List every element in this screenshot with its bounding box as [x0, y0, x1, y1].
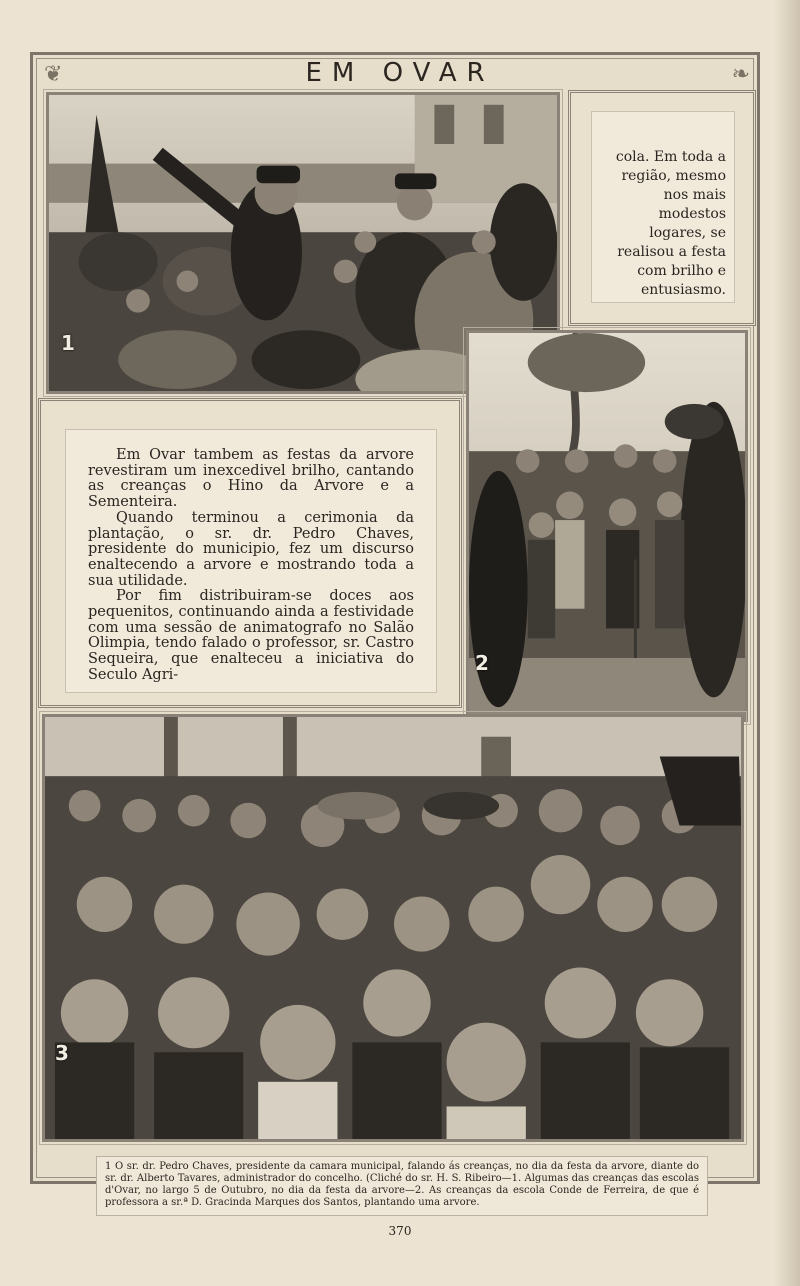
main-text-panel	[38, 398, 462, 708]
caption-box	[96, 1156, 708, 1216]
main-text-paragraph-2: Quando terminou a cerimonia da plantação, o sr. dr. Pedro Chaves, presidente do municipio, fez um discurso enaltecendo a arvore e mostrando toda a sua utilidade.	[88, 509, 414, 589]
left-ornament-icon: ❦	[44, 62, 63, 87]
photo-children-crowd	[42, 714, 744, 1142]
photo-1-number: 1	[61, 331, 75, 355]
page-number: 370	[388, 1224, 412, 1238]
side-text-paragraph: cola. Em toda a região, mesmo nos mais modestos logares, se realisou a festa com brilho e entusiasmo.	[615, 149, 726, 298]
photo-2-image	[469, 333, 745, 719]
page-fold-shadow	[774, 0, 800, 1286]
page-title: EM OVAR	[305, 58, 495, 88]
photo-3-number: 3	[55, 1041, 69, 1065]
photo-3-image	[45, 717, 741, 1139]
photo-caption: 1 O sr. dr. Pedro Chaves, presidente da camara municipal, falando ás creanças, no dia da festa da arvore, diante do sr. dr. Alberto Tavares, administrador do concelho. (Cliché do sr. H. S. Ribeiro—1. Algumas das creanças das escolas d'Ovar, no largo 5 de Outubro, no dia da festa da arvore—2. As creanças da escola Conde de Ferreira, de que é professora a sr.ª D. Gracinda Marques dos Santos, plantando uma arvore.	[105, 1161, 699, 1208]
photo-2-number: 2	[475, 651, 489, 675]
right-ornament-icon: ❧	[731, 62, 750, 87]
main-text-paragraph-3: Por fim distribuiram-se doces aos pequenitos, continuando ainda a festividade com uma sessão de animatografo no Salão Olimpia, tendo falado o professor, sr. Castro Sequeira, que enalteceu a iniciativa do Seculo Agri-	[88, 588, 414, 683]
side-text-panel	[568, 90, 756, 326]
main-text-paragraph-1: Em Ovar tambem as festas da arvore revestiram um inexcedivel brilho, cantando as creanças o Hino da Arvore e a Sementeira.	[88, 447, 414, 511]
photo-children-planting	[466, 330, 748, 722]
